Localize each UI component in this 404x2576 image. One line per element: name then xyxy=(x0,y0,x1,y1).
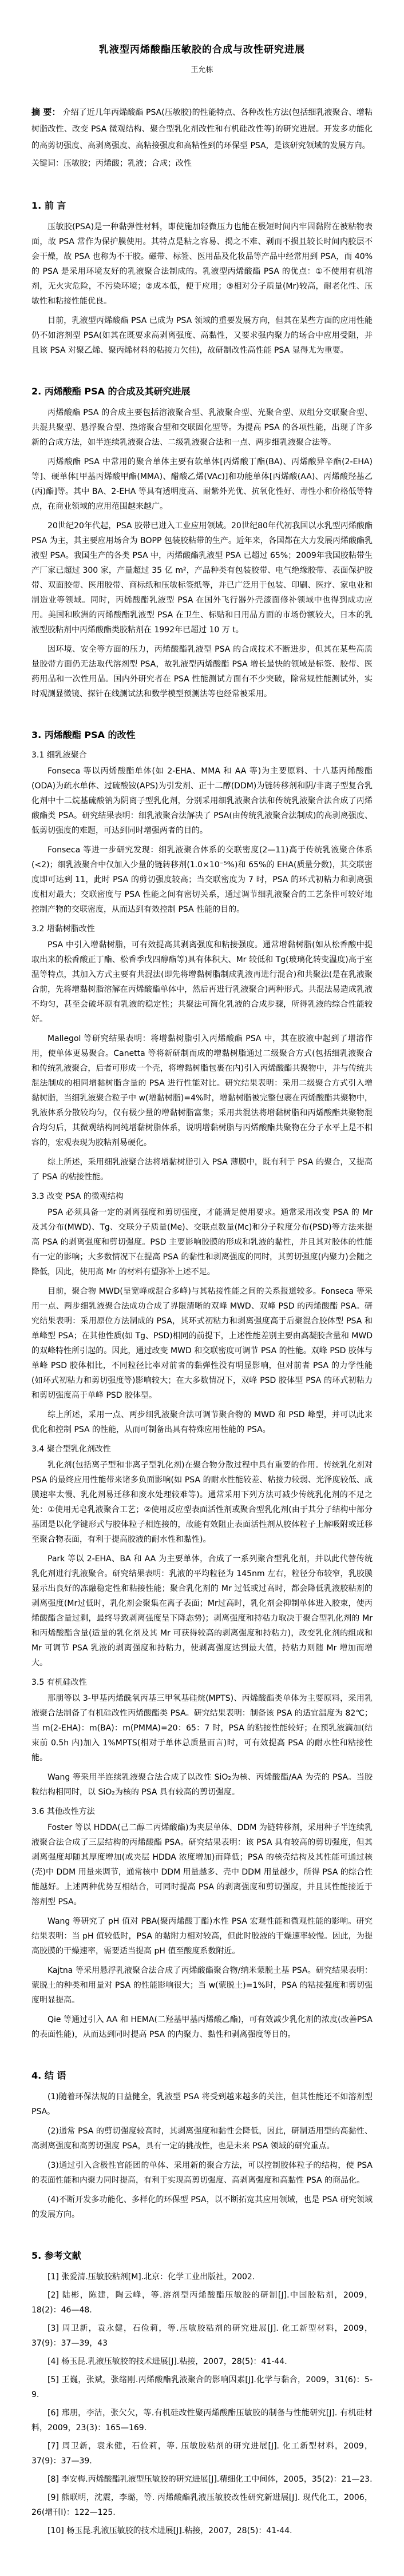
page-title: 乳液型丙烯酸酯压敏胶的合成与改性研究进展 xyxy=(99,44,305,55)
paragraph: (3)通过引入含极性官能团的单体、采用新的聚合方法，可以控制胶体粒子的结构，使 PSA 的表面性能和内聚力同时提高，有利于实现高剪切强度、高剥离强度和高黏性 PSA 的商品化。 xyxy=(31,2161,373,2185)
reference-item: [4] 杨玉昆.乳液压敏胶的技术进展[J].粘接，2007，28(5)：41-44. xyxy=(47,2357,287,2366)
paragraph: 综上所述，采用一点、两步细乳液聚合法可调节聚合物的 MWD 和 PSD 峰型，并可以此来优化和控制 PSA 的性能，从而可制备出具有特殊应用性能的 PSA。 xyxy=(31,1410,373,1434)
section-2-heading: 2. 丙烯酸酯 PSA 的合成及其研究进展 xyxy=(31,386,191,397)
reference-item: [1] 张爱清.压敏胶粘剂[M].北京：化学工业出版社，2002. xyxy=(47,2272,255,2282)
subsection-3-3-heading: 3.3 改变 PSA 的微观结构 xyxy=(31,1192,124,1201)
abstract-label: 摘 要： xyxy=(31,107,61,117)
subsection-3-6-heading: 3.6 其他改性方法 xyxy=(31,1807,95,1816)
subsection-3-4-heading: 3.4 聚合型乳化剂改性 xyxy=(31,1445,111,1454)
paragraph: (2)通常 PSA 的剪切强度较高时，其剥离强度和黏性会降低，因此，研制适用型的高黏性、高剥离强度和高剪切强度 PSA，具有一定的挑战性，也是未来 PSA 领域的研究重点。 xyxy=(31,2127,373,2151)
abstract-text: 介绍了近几年丙烯酸酯 PSA(压敏胶)的性能特点、各种改性方法(包括细乳液聚合、增粘树脂改性、改变 PSA 微观结构、聚合型乳化剂改性和有机硅改性等)的研究进展。开发多功能化的高剪切强度、高剥离强度、高粘接强度和高粘性到的环保型 PSA，是该研究领域的发展方向。 xyxy=(31,108,373,150)
reference-item: [2] 陆彬，陈建，陶云峰，等.溶剂型丙烯酸酯压敏胶的研制[J].中国胶粘剂，2009，18(2)：46—48. xyxy=(31,2291,373,2315)
paragraph: 综上所述，采用细乳液聚合法将增黏树脂引入 PSA 薄膜中，既有利于 PSA 的聚合，又提高了 PSA 的粘接性能。 xyxy=(31,1158,373,1182)
reference-item: [6] 邢朋，李洁，张欠欠，等.有机硅改性聚丙烯酸酯压敏胶的制备与性能研究[J]. 有机硅材料，2009，23(3)：165—169. xyxy=(31,2408,373,2433)
paragraph: (4)不断开发多功能化、多样化的环保型 PSA，以不断拓宽其应用领域，也是 PSA 研究领域的发展方向。 xyxy=(31,2195,373,2219)
paragraph: 丙烯酸酯 PSA 中常用的聚合单体主要有软单体[丙烯酸丁酯(BA)、丙烯酸异辛酯(2-EHA)等]、硬单体[甲基丙烯酸甲酯(MMA)、醋酸乙烯(VAc)]和功能单体[丙烯酸(AA)、丙烯酸羟基乙(丙)酯]等。其中 BA、2-EHA 等具有透明度高、耐紫外光优、抗氧化性好、毒性小和价格低等特点，在商业领域的应用范围越来越广。 xyxy=(31,457,373,511)
paragraph: Qie 等通过引入 AA 和 HEMA(二羟基甲基丙烯酸乙酯)，可有效减少乳化剂的浓度(改善PSA 的表面性能)，从而达到同时提高 PSA 的内聚力、黏性和剥离强度等目的。 xyxy=(31,2015,373,2039)
paragraph: 目前，乳液型丙烯酸酯 PSA 已成为 PSA 领域的重要发展方向，但其在某些方面的应用性能仍不如溶剂型 PSA(如其在既要求高剥离强度、高黏性，又要求强内聚力的场合中应用受阻，并且该 PSA 对聚乙烯、聚丙烯材料的粘接力欠佳)，故研制改性高性能 PSA 显得尤为重要。 xyxy=(31,316,373,355)
subsection-3-1-heading: 3.1 细乳液聚合 xyxy=(31,751,87,760)
reference-item: [7] 周卫新，袁永健，石俭莉，等. 压敏胶粘剂的研究进展[J]. 化工新型材料，2009，37(9)：37—39. xyxy=(31,2442,373,2466)
keywords-line: 关键词：压敏胶；丙烯酸；乳液；合成；改性 xyxy=(31,159,192,168)
author-name: 王允栋 xyxy=(191,66,213,74)
paragraph: Wang 等采用半连续乳液聚合法合成了以改性 SiO₂为核、丙烯酸酯/AA 为壳的 PSA。当胶粒结构相同时，以 SiO₂为核的 PSA 具有较高的剪切强度。 xyxy=(31,1773,373,1797)
paragraph: (1)随着环保法规的日益健全，乳液型 PSA 将受到越来越多的关注，但其性能还不如溶剂型 PSA。 xyxy=(31,2092,373,2116)
reference-item: [9] 熊联明，沈震，李璐，等. 丙烯酸酯乳液压敏胶改性研究新进展[J]. 现代化工，2006，26(增刊I)：122—125. xyxy=(31,2493,373,2517)
abstract xyxy=(31,104,373,154)
paragraph: 邢朋等以 3-甲基丙烯酰氧丙基三甲氧基硅烷(MPTS)、丙烯酸酯类单体为主要原料，采用乳液聚合法制备了有机硅改性丙烯酸酯类 PSA。研究结果表明：制备该 PSA 的适宜温度为 82℃；当 m(2-EHA)：m(BA)：m(PMMA)=20：65：7 时，PSA 的粘接性能较好；在预乳液滴加(结束前 0.5h 内)加入 1%MPTS(相对于单体总质量而言)时，可有效提高 PSA 的耐水性和粘接性能。 xyxy=(31,1694,373,1762)
reference-item: [3] 周卫新，袁永健，石俭莉，等.压敏胶粘剂的研究进展[J]. 化工新型材料，2009，37(9)：37—39，43 xyxy=(31,2324,373,2348)
subsection-3-5-heading: 3.5 有机硅改性 xyxy=(31,1678,87,1687)
paragraph: 目前，聚合物 MWD(呈宽峰或混合多峰)与其粘接性能之间的关系报道较多。Fonseca 等采用一点、两步细乳液聚合法成功合成了界限清晰的双峰 MWD、双峰 PSD 的丙烯酸酯 PSA。研究结果表明：采用原位方法制成的 PSA，其环式初粘力和剥离强度高于后聚混合胶体型 PSA 和单峰型 PSA；在其他性质(如 Tg、PSD)相同的前提下，上述性能差别主要由高凝胶含量和 MWD 的双峰特性所引起的。因此，通过改变 MWD 和交联密度可调节 PSA 的性能。双峰 PSD 胶体与单峰 PSD 胶体相比，不同粒径比率对前者的黏弹性没有明显影响，但对前者 PSA 的力学性能(如环式初粘力和剪切强度等)影响较大；在大多数情况下，双峰 PSD 胶体型 PSA 的环式初粘力和剪切强度高于单峰 PSD 胶体型。 xyxy=(31,1287,373,1400)
reference-item: [8] 李安梅.丙烯酸酯乳液型压敏胶的研究进展[J].精细化工中间体，2005，35(2)：21—23. xyxy=(47,2475,373,2484)
paragraph: Fonseca 等以丙烯酸酯单体(如 2-EHA、MMA 和 AA 等)为主要原料、十八基丙烯酸酯(ODA)为疏水单体、过硫酸铵(APS)为引发剂、正十二醇(DDM)为链转移剂和阴/非离子型复合乳化剂中十二烷基硫酸钠为阴离子型乳化剂，分别采用细乳液聚合法和传统乳液聚合法合成了丙烯酸酯类 PSA。研究结果表明：细乳液聚合法解决了 PSA(由传统乳液聚合法制成)的高剥离强度、低剪切强度的难题，可达到同时增强两者的目的。 xyxy=(31,767,373,835)
paragraph: Mallegol 等研究结果表明：将增黏树脂引入丙烯酸酯 PSA 中，其在胶液中起到了增溶作用，使单体更易聚合。Canetta 等将新研制而成的增黏树脂通过二级聚合方式(包括细乳液聚合和传统乳液聚合，后者可形成一个壳，将增黏树脂包裹在内)引入丙烯酸酯共聚物中，并与传统共混法制成的相同增黏树脂含量的 PSA 进行性能对比。研究结果表明：采用二级聚合方式引入增黏树脂，当细乳液聚合粒子中 w(增黏树脂)=4%时，增黏树脂被完整包裹在丙烯酸酯共聚物中，乳液体系分散较均匀，仅有极少量的增黏树脂富集；采用共混法将增黏树脂和丙烯酸酯共聚物混合均匀后，其微观结构同纯增黏树脂体系，说明增黏树脂与丙烯酸酯共聚物在分子水平上是不相容的，宏观表现为胶粘剂易硬化。 xyxy=(31,1034,373,1147)
paragraph: Kajtna 等采用悬浮乳液聚合法合成了丙烯酸酯聚合物/纳米蒙脱土基 PSA。研究结果表明：蒙脱土的种类和用量对 PSA 的性能影响很大；当 w(蒙脱土)=1%时，PSA 的粘接强度和剪切强度明显提高。 xyxy=(31,1966,373,2005)
paragraph: 压敏胶(PSA)是一种黏弹性材料，即使施加轻微压力也能在极短时间内牢固黏附在被粘物表面，故 PSA 常作为保护膜使用。其特点是粘之容易、揭之不难、剥而不损且较长时间内胶层不会干燥，故 PSA 也称为不干胶。磁带、标签、医用品及化妆品等产品中经常用到 PSA，而 40%的 PSA 是采用环境友好的乳液聚合法制成的。乳液型丙烯酸酯 PSA 的优点：①不使用有机溶剂，无火灾危险，不污染环境；②成本低，便于应用；③相对分子质量(Mr)较高，耐老化性、压敏性和粘接性能优良。 xyxy=(31,222,373,306)
section-5-heading: 5. 参考文献 xyxy=(31,2250,81,2261)
paragraph: PSA 必须具备一定的剥离强度和剪切强度，才能满足使用要求。通常采用改变 PSA 的 Mr 及其分布(MWD)、Tg、交联分子质量(Me)、交联点数量(Mc)和分子粒度分布(PSD)等方法来提高 PSA 的剥离强度和剪切强度。PSD 主要影响胶膜的形成和乳液的黏性，并且其对胶体的性能有一定的影响；大多数情况下在提高 PSA 的黏性和剥离强度的同时，其剪切强度(内聚力)会随之降低，因此，使用高 Mr 的材料有望弥补上述不足。 xyxy=(31,1208,373,1277)
section-4-heading: 4. 结 语 xyxy=(31,2070,66,2081)
reference-item: [5] 王巍，张斌，张绪刚.丙烯酸酯乳液聚合的影响因素[J].化学与黏合，2009，31(6)：5-9. xyxy=(31,2375,373,2399)
paragraph: Park 等以 2-EHA、BA 和 AA 为主要单体，合成了一系列聚合型乳化剂，并以此代替传统乳化剂进行乳液聚合。研究结果表明：乳液的平均粒径为 145nm 左右，粒径分布较窄，乳胶膜显示出良好的冻融稳定性和粘接性能；聚合乳化剂的 Mr 过低或过高时，都会降低乳液胶粘剂的剥离强度(Mr过低时，乳化剂会聚集在离子表面；Mr过高时，乳化剂会抑制单体进入胶束，使丙烯酸酯含量过剩，最终导致剥离强度呈下降态势)；剥离强度和持粘力取决于聚合型乳化剂的 Mr 和丙烯酸酯含量(适量的乳化剂及其 Mr 可获得较高的剥离强度和持粘力)，改变乳化剂的组成和 Mr 可调节 PSA 乳液的剥离强度和持粘力，使剥离强度达到最大值，持粘力则随 Mr 增加而增大。 xyxy=(31,1554,373,1668)
paragraph: 20世纪20年代起，PSA 胶带已进入工业应用领域。20世纪80年代初我国以水乳型丙烯酸酯 PSA 为主，其主要应用场合为 BOPP 包装胶粘带的生产。近年来，各国都在大力发展丙烯酸酯乳液型 PSA。我国生产的各类 PSA 中，丙烯酸酯乳液型 PSA 已超过 65%；2009年我国胶粘带生产厂家已超过 300 家，产量超过 35 亿 m²，产品种类有包装胶带、电气绝缘胶带、表面保护胶带、双面胶带、医用胶带、商标纸和压敏标签纸等，并已广泛用于包装、印刷、医疗、家电业和制造业等领域。同时，丙烯酸酯乳液型 PSA 在国外飞行器外壳漆面修补领域中也得到成功应用。美国和欧洲的丙烯酸酯乳液型 PSA 在卫生、标贴和日用品方面的市场份额较大，日本的乳液型胶粘剂中丙烯酸酯类胶粘剂在 1992年已超过 10 万 t。 xyxy=(31,521,373,635)
paragraph: PSA 中引入增黏树脂，可有效提高其剥离强度和粘接强度。通常增黏树脂(如从松香酸中提取出来的松香酸正丁酯、松香季戊四醇酯等)具有体积大、Mr 较低和 Tg(玻璃化转变温度)高于室温等特点，其加入方式主要有共混法(即先将增黏树脂制成乳液再进行混合)和共聚法(是在乳液聚合前，先将增黏树脂溶解在丙烯酸酯单体中，然后再进行乳液聚合)两种形式。共混法易造成乳液不均匀，甚至会破坏原有乳液的稳定性；共聚法可简化乳液的合成步骤，所得乳液的综合性能较好。 xyxy=(31,940,373,1024)
paragraph: Fonseca 等进一步研究发现：细乳液聚合体系的交联密度(2—11)高于传统乳液聚合体系(<2)；细乳液聚合中仅加入少量的链转移剂(1.0×10⁻⁵%)和 65%的 EHA(质量分数)，其交联密度即可达到 11，此时 PSA 的剪切强度较高；当交联密度为 7 时，PSA 的环式初粘力和剥离强度相对最大；交联密度与 PSA 性能之间有密切关系，通过调节细乳液聚合的工艺条件可较好地控制产物的交联密度，从而达到有效控制 PSA 性能的目的。 xyxy=(31,846,373,914)
reference-item: [10] 杨玉昆.乳液压敏胶的技术进展[J].粘接，2007，28(5)：41-44. xyxy=(47,2526,292,2535)
paragraph: Wang 等研究了 pH 值对 PBA(聚丙烯酸丁酯)水性 PSA 宏观性能和微观性能的影响。研究结果表明：当 pH 值较低时，PSA 的黏附力相对较高，但此时胶液的干燥速率较慢。因此，为提高胶膜的干燥速率，需要适当提高 pH 值至酸度系数附近。 xyxy=(31,1917,373,1956)
section-3-heading: 3. 丙烯酸酯 PSA 的改性 xyxy=(31,729,136,740)
paragraph: Foster 等以 HDDA(己二醇二丙烯酸酯)为夹层单体、DDM 为链转移剂，采用种子半连续乳液聚合法合成了三层结构的丙烯酸酯 PSA。研究结果表明：该 PSA 具有较高的剪切强度，但其剥离强度却随其厚度增加(或夹层 HDDA 浓度增加)而降低；PSA 的核壳结构及其性能可通过核(壳)中 DDM 用量来调节，通常核中 DDM 用量越多、壳中 DDM 用量越少，所得 PSA 的综合性能越好。上述两种优势互相结合，可同时提高 PSA 的剥离强度和剪切强度，并且其性能接近于溶剂型 PSA。 xyxy=(31,1823,373,1907)
paragraph: 丙烯酸酯 PSA 的合成主要包括溶液聚合型、乳液聚合型、光聚合型、双组分交联聚合型、共混共聚型、悬浮聚合型、热熔聚合型和交联固化型等。为提高 PSA 的各项性能，出现了许多新的合成方法，如半连续乳液聚合法、二级乳液聚合法和一点、两步细乳液聚合法等。 xyxy=(31,408,373,447)
section-1-heading: 1. 前 言 xyxy=(31,200,66,211)
paragraph: 因环境、安全等方面的压力，丙烯酸酯乳液型 PSA 的合成技术不断进步，但其在某些高质量胶带方面仍无法取代溶剂型 PSA，故乳液型丙烯酸酯 PSA 增长最快的领域是标签、胶带、医药用品和一次性用品。国内外研究者在 PSA 性能测试方面有不少突破，除常规性能测试外，实时观测显微镜、探针在线测试法和数学模型预测法等也经常被采用。 xyxy=(31,645,373,699)
subsection-3-2-heading: 3.2 增黏树脂改性 xyxy=(31,924,95,934)
paragraph: 乳化剂(包括离子型和非离子型乳化剂)在聚合物分散过程中具有重要的作用。传统乳化剂对 PSA 的最终应用性能带来诸多负面影响(如 PSA 的耐水性能较差、粘接力较弱、光泽度较低、成膜速率太慢、乳化剂易迁移和废水处理较难等)。通常采用下列方法可减少传统乳化剂的不足之处：①使用无皂乳液聚合工艺；②使用反应型表面活性剂或聚合型乳化剂(由于其分子结构中部分基团是以化学键形式与胶体粒子相连接的，故能有效阻止表面活性剂从胶体粒子上解吸附或迁移至聚合物表面，有利于提高胶液的耐水性和黏性)。 xyxy=(31,1461,373,1544)
